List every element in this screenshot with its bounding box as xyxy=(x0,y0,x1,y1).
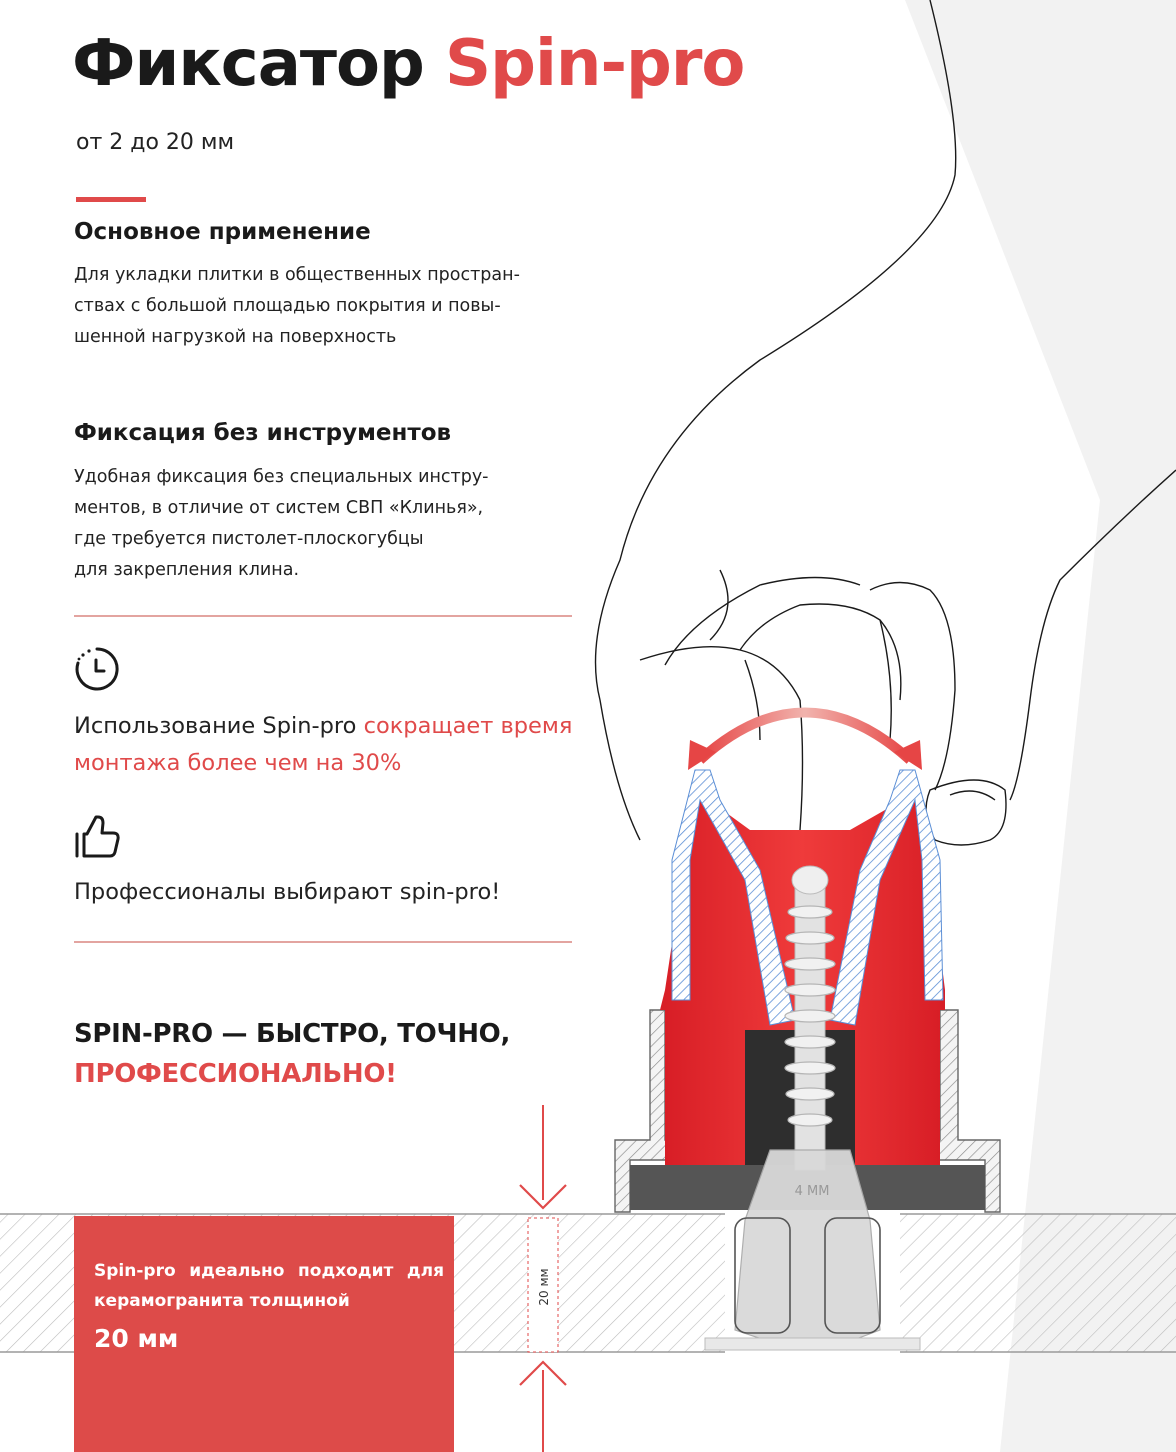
rotation-arrow xyxy=(688,713,922,771)
callout-text: Spin-pro идеально подходит для керамогранита толщиной xyxy=(94,1261,444,1311)
section-heading-no-tools: Фиксация без инструментов xyxy=(74,420,452,446)
text-line: ментов, в отличие от систем СВП «Клинья», xyxy=(74,498,484,518)
text-line: Для укладки плитки в общественных простран- xyxy=(74,265,520,285)
title-main: Фиксатор xyxy=(72,27,424,101)
text-line: ствах с большой площадью покрытия и повы- xyxy=(74,296,501,316)
feature-professionals: Профессионалы выбирают spin-pro! xyxy=(74,879,501,905)
subtitle: от 2 до 20 мм xyxy=(76,130,235,155)
slogan-line-2: ПРОФЕССИОНАЛЬНО! xyxy=(74,1059,397,1089)
dimension-label: 20 мм xyxy=(537,1268,551,1306)
feature-speed-accent: сокращает время монтажа более чем на 30% xyxy=(74,713,573,776)
title-accent: Spin-pro xyxy=(445,27,745,101)
hand-outline xyxy=(596,0,1176,845)
text-line: Удобная фиксация без специальных инстру- xyxy=(74,467,489,487)
callout-box xyxy=(74,1216,454,1452)
text-line: шенной нагрузкой на поверхность xyxy=(74,327,397,347)
section-heading-application: Основное применение xyxy=(74,219,371,245)
feature-speed-text: Использование Spin-pro xyxy=(74,713,364,739)
slogan-line-1: SPIN-PRO — БЫСТРО, ТОЧНО, xyxy=(74,1019,511,1049)
text-line: где требуется пистолет-плоскогубцы xyxy=(74,529,424,549)
text-line: для закрепления клина. xyxy=(74,560,300,580)
dimension-label-wrap xyxy=(528,1268,558,1308)
part-marking: 4 MM xyxy=(794,1184,830,1199)
callout-value: 20 мм xyxy=(94,1324,179,1353)
